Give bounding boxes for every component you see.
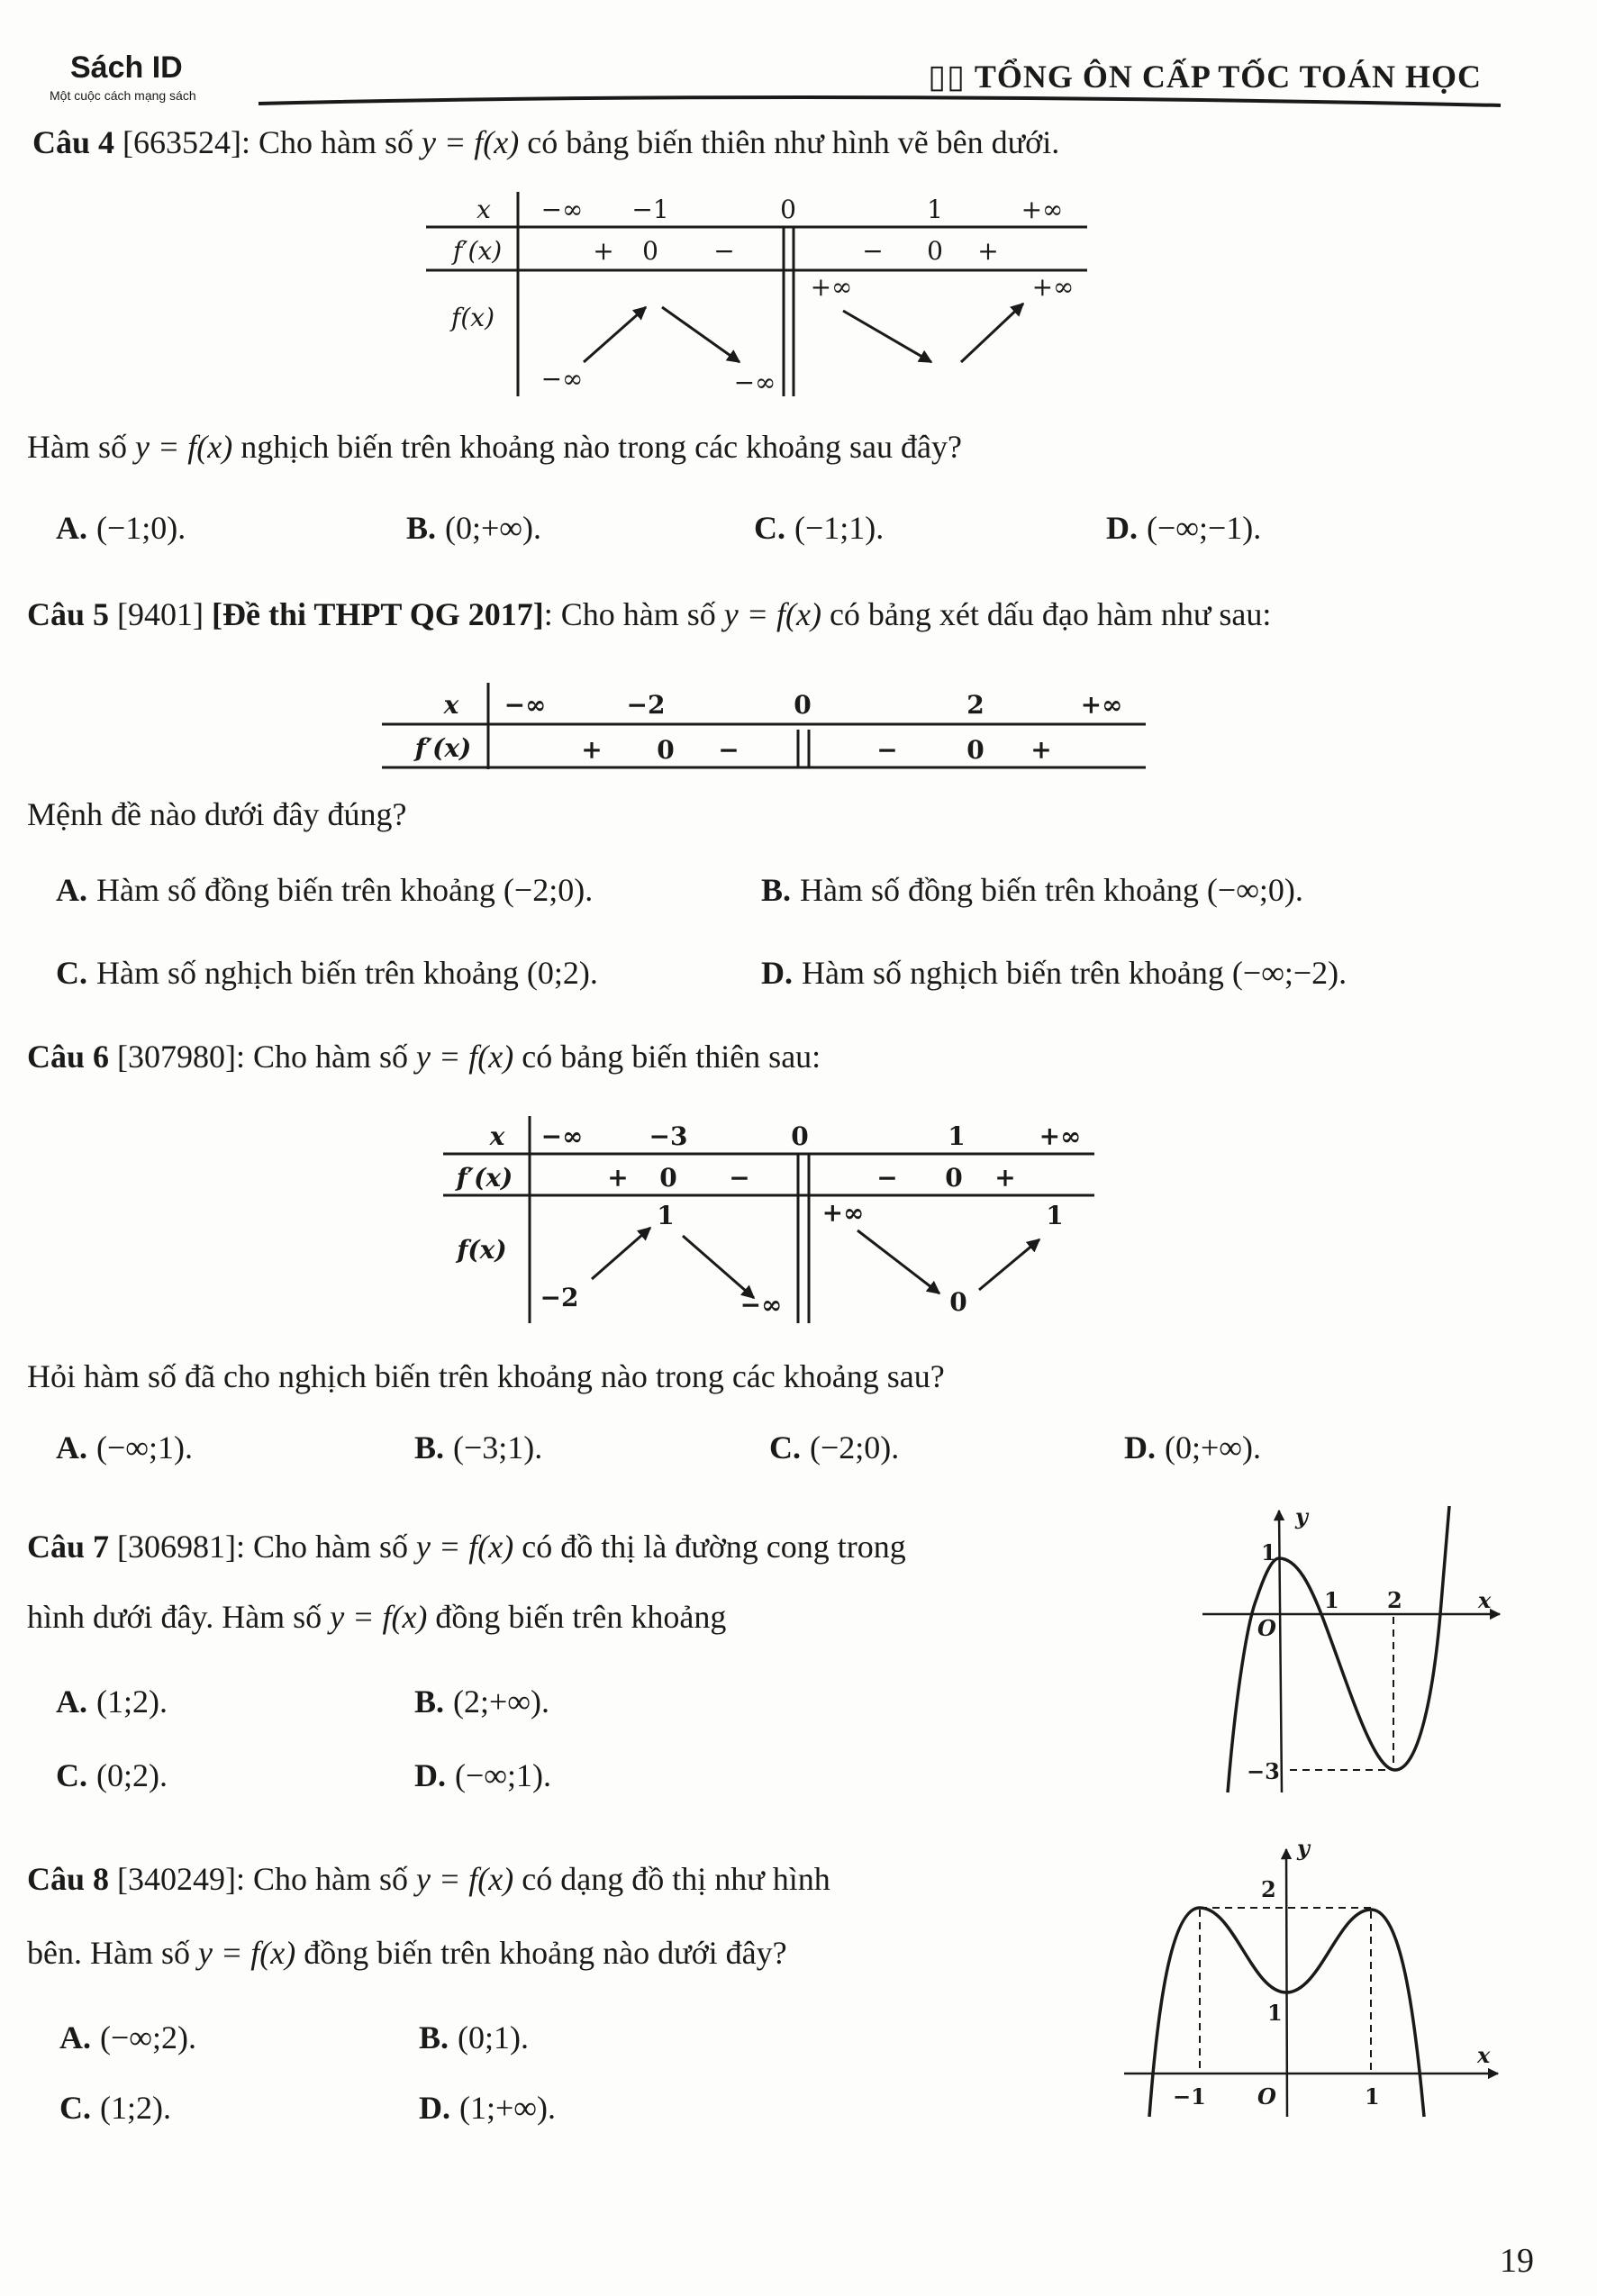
figure-label: 1 xyxy=(1261,1539,1276,1565)
text-segment: (2;+∞). xyxy=(453,1683,549,1720)
text-segment: bên. Hàm số xyxy=(27,1935,190,1971)
text-segment: (1;2). xyxy=(100,2090,171,2126)
figure-label: 1 xyxy=(657,1201,675,1230)
figure-label: + xyxy=(977,236,999,266)
figure-label: O xyxy=(1257,2083,1276,2110)
text-segment: (0;1). xyxy=(458,2019,529,2056)
figure-label: 0 xyxy=(791,1121,809,1151)
header-rule xyxy=(259,97,1501,105)
text-segment: (−1;0). xyxy=(96,510,186,546)
math-expression: y = f(x) xyxy=(422,124,520,160)
figure-label: f′(x) xyxy=(452,236,503,266)
figure-label: −2 xyxy=(540,1283,579,1312)
bold-label: D. xyxy=(414,1757,446,1793)
text-segment: (−∞;1). xyxy=(96,1429,193,1466)
text-segment: (−∞;1). xyxy=(455,1757,551,1793)
figure-label: −3 xyxy=(649,1121,688,1151)
guide-dashed xyxy=(1290,1617,1393,1770)
bold-label: C. xyxy=(769,1429,801,1466)
text-segment: Cho hàm số xyxy=(259,124,414,160)
bold-label: A. xyxy=(56,1429,87,1466)
figure-label: + xyxy=(607,1163,629,1193)
figure-label: −1 xyxy=(631,195,669,224)
arrow-down xyxy=(843,311,931,362)
figure-label: x xyxy=(489,1121,505,1151)
bold-label: D. xyxy=(1106,510,1138,546)
text-segment: (−∞;2). xyxy=(100,2019,196,2056)
text-segment: Hàm số nghịch biến trên khoảng (0;2). xyxy=(96,955,598,991)
figure-label: y xyxy=(1297,1835,1310,1861)
math-expression: y = f(x) xyxy=(416,1529,514,1565)
bold-label: Câu 7 xyxy=(27,1529,110,1565)
figure-label: 2 xyxy=(1261,1876,1276,1902)
figure-label: −1 xyxy=(1173,2083,1206,2110)
text-segment: (1;+∞). xyxy=(459,2090,556,2126)
text-segment: (−∞;−1). xyxy=(1147,510,1262,546)
text-segment: Hàm số nghịch biến trên khoảng (−∞;−2). xyxy=(802,955,1347,991)
figure-label: − xyxy=(862,236,884,266)
bold-label: Câu 4 xyxy=(32,124,115,160)
bold-label: D. xyxy=(419,2090,450,2126)
page-number: 19 xyxy=(1500,2242,1534,2280)
math-expression: y = f(x) xyxy=(197,1935,296,1971)
text-segment: hình dưới đây. Hàm số xyxy=(27,1599,322,1635)
figure-label: −3 xyxy=(1247,1758,1280,1784)
figure-label: 1 xyxy=(948,1121,966,1151)
text-segment: Hàm số đồng biến trên khoảng (−∞;0). xyxy=(800,872,1303,908)
text-segment: TỔNG ÔN CẤP TỐC TOÁN HỌC xyxy=(974,59,1482,95)
figure-label: −∞ xyxy=(540,364,584,394)
question-5-ask: Mệnh đề nào dưới đây đúng? xyxy=(27,796,407,832)
text-segment: đồng biến trên khoảng xyxy=(435,1599,727,1635)
figure-label: −∞ xyxy=(733,368,776,397)
figure-label: +∞ xyxy=(1080,690,1123,720)
figure-label: − xyxy=(729,1163,750,1193)
text-segment: (0;+∞). xyxy=(1165,1429,1261,1466)
text-segment: (−3;1). xyxy=(453,1429,543,1466)
bold-label: C. xyxy=(56,1757,87,1793)
figure-label: + xyxy=(994,1163,1016,1193)
bold-label: A. xyxy=(56,510,87,546)
text-segment: có dạng đồ thị như hình xyxy=(522,1861,830,1897)
figure-label: f′(x) xyxy=(414,733,472,763)
figure-label: 1 xyxy=(927,195,943,224)
figure-label: 0 xyxy=(780,195,796,224)
brand-tagline: Một cuộc cách mạng sách xyxy=(50,88,196,103)
text-segment: có bảng biến thiên sau: xyxy=(522,1039,821,1075)
figure-label: +∞ xyxy=(821,1198,865,1228)
bold-label: B. xyxy=(419,2019,449,2056)
bold-label: C. xyxy=(59,2090,91,2126)
book-icon: ▯▯ xyxy=(928,59,975,95)
figure-label: 1 xyxy=(1046,1201,1064,1230)
figure-label: 0 xyxy=(945,1163,963,1193)
figure-label: 0 xyxy=(659,1163,677,1193)
text-segment: Cho hàm số xyxy=(253,1861,409,1897)
bold-label: C. xyxy=(754,510,785,546)
figure-label: + xyxy=(593,236,614,266)
text-segment: (0;2). xyxy=(96,1757,168,1793)
text-segment: Cho hàm số xyxy=(253,1039,409,1075)
q7-graph xyxy=(1202,1506,1500,1792)
brand-logo: Sách ID xyxy=(70,50,183,85)
q4-variation-table xyxy=(426,192,1087,396)
figure-label: − xyxy=(713,236,735,266)
text-segment: Hàm số xyxy=(27,429,127,465)
arrow-down xyxy=(662,307,740,362)
y-axis xyxy=(1279,1511,1282,1792)
figure-label: − xyxy=(718,735,740,765)
figure-label: x xyxy=(476,195,491,224)
figure-label: + xyxy=(581,735,603,765)
figure-label: −∞ xyxy=(740,1290,783,1320)
figure-label: 1 xyxy=(1324,1587,1339,1613)
text-segment: có đồ thị là đường cong trong xyxy=(522,1529,906,1565)
figure-group xyxy=(413,690,1123,765)
text-segment: [340249]: xyxy=(117,1861,246,1897)
text-segment: (0;+∞). xyxy=(445,510,541,546)
bold-label: B. xyxy=(414,1683,445,1720)
bold-label: D. xyxy=(1124,1429,1156,1466)
figure-label: +∞ xyxy=(1039,1121,1082,1151)
y-axis xyxy=(1286,1849,1287,2117)
text-segment: có bảng xét dấu đạo hàm như sau: xyxy=(829,596,1272,632)
arrow-up xyxy=(584,307,646,362)
bold-label: Câu 8 xyxy=(27,1861,110,1897)
math-expression: y = f(x) xyxy=(723,596,821,632)
arrow-down xyxy=(857,1230,939,1293)
bold-label: Câu 5 xyxy=(27,596,110,632)
text-segment: Hàm số đồng biến trên khoảng (−2;0). xyxy=(96,872,594,908)
bold-label: B. xyxy=(414,1429,445,1466)
bold-label: A. xyxy=(56,872,87,908)
figure-label: − xyxy=(876,735,898,765)
figure-label: 0 xyxy=(642,236,658,266)
figure-label: 0 xyxy=(927,236,943,266)
figure-label: f(x) xyxy=(457,1235,507,1265)
figure-label: −∞ xyxy=(540,1121,584,1151)
figure-label: 0 xyxy=(794,690,812,720)
text-segment: [307980]: xyxy=(117,1039,246,1075)
figure-label: 2 xyxy=(966,690,985,720)
figure-label: f′(x) xyxy=(456,1163,513,1193)
figure-label: −∞ xyxy=(504,690,547,720)
figure-label: x xyxy=(443,690,459,720)
bold-label: Câu 6 xyxy=(27,1039,110,1075)
figure-label: y xyxy=(1295,1503,1308,1529)
text-segment: [663524]: xyxy=(122,124,251,160)
figure-label: − xyxy=(876,1163,898,1193)
figure-label: +∞ xyxy=(1021,195,1064,224)
bold-label: A. xyxy=(56,1683,87,1720)
figure-label: 0 xyxy=(949,1287,967,1317)
arrow-up xyxy=(592,1228,650,1279)
figure-label: 1 xyxy=(1365,2083,1380,2110)
figure-label: 1 xyxy=(1267,2000,1283,2026)
guide-dashed xyxy=(1200,1908,1371,2072)
figure-label: 0 xyxy=(657,735,675,765)
q8-graph xyxy=(1124,1849,1498,2117)
bold-label: B. xyxy=(761,872,792,908)
bold-label: D. xyxy=(761,955,793,991)
figure-label: −∞ xyxy=(540,195,584,224)
figure-group xyxy=(259,97,1501,105)
text-segment: (−1;1). xyxy=(794,510,885,546)
arrow-up xyxy=(961,304,1023,362)
figure-label: +∞ xyxy=(1031,272,1075,302)
text-segment: đồng biến trên khoảng nào dưới đây? xyxy=(304,1935,787,1971)
arrow-down xyxy=(683,1236,754,1298)
figure-label: f(x) xyxy=(450,303,495,332)
bold-label: B. xyxy=(406,510,437,546)
text-segment: Cho hàm số xyxy=(253,1529,409,1565)
figure-label: x xyxy=(1477,2042,1491,2068)
figure-label: + xyxy=(1030,735,1052,765)
text-segment: nghịch biến trên khoảng nào trong các khoảng sau đây? xyxy=(240,429,962,465)
math-expression: y = f(x) xyxy=(135,429,233,465)
figure-group xyxy=(1173,1835,1491,2110)
math-expression: y = f(x) xyxy=(416,1039,514,1075)
text-segment: (1;2). xyxy=(96,1683,168,1720)
math-expression: y = f(x) xyxy=(330,1599,428,1635)
text-segment: : Cho hàm số xyxy=(543,596,716,632)
text-segment: (−2;0). xyxy=(810,1429,900,1466)
bold-label: A. xyxy=(59,2019,91,2056)
question-6-ask: Hỏi hàm số đã cho nghịch biến trên khoảng nào trong các khoảng sau? xyxy=(27,1358,945,1394)
figure-label: O xyxy=(1257,1615,1276,1641)
figure-group xyxy=(449,195,1074,397)
arrow-up xyxy=(979,1239,1039,1290)
math-expression: y = f(x) xyxy=(416,1861,514,1897)
bold-label: C. xyxy=(56,955,87,991)
figure-label: 2 xyxy=(1387,1587,1402,1613)
text-segment: [9401] xyxy=(117,596,204,632)
text-segment: [306981]: xyxy=(117,1529,246,1565)
figure-group xyxy=(455,1121,1082,1320)
bold-label: [Đề thi THPT QG 2017] xyxy=(212,596,544,632)
text-segment: có bảng biến thiên như hình vẽ bên dưới. xyxy=(527,124,1060,160)
figure-label: x xyxy=(1478,1587,1492,1613)
figure-label: +∞ xyxy=(810,272,853,302)
figure-label: 0 xyxy=(966,735,985,765)
figure-label: −2 xyxy=(626,690,666,720)
